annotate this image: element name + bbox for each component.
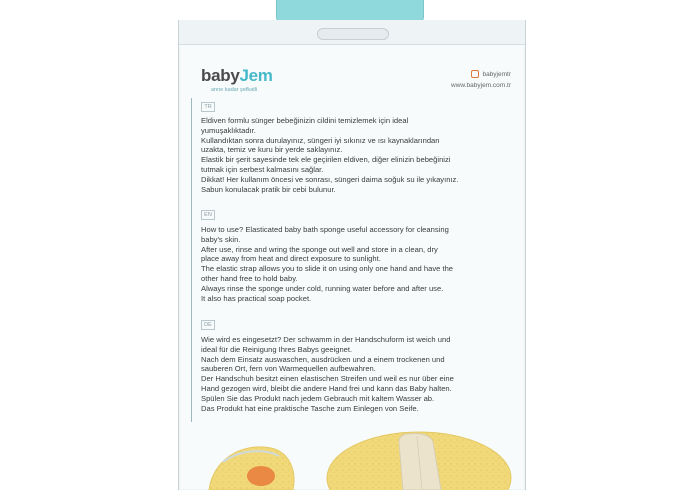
logo-text-part2: Jem bbox=[239, 66, 273, 85]
instagram-handle: babyjemtr bbox=[482, 70, 511, 78]
text-line: Nach dem Einsatz auswaschen, ausdrücken und a einem trockenen und bbox=[201, 354, 445, 364]
text-line: Sabun konulacak pratik bir cebi bulunur. bbox=[201, 184, 336, 194]
website-url: www.babyjem.com.tr bbox=[451, 82, 511, 89]
text-line: baby's skin. bbox=[201, 234, 241, 244]
text-line: Hand gezogen wird, bleibt die andere Hand frei und kann das Baby halten. bbox=[201, 383, 452, 393]
text-line: ideal für die Reinigung Ihres Babys geeignet. bbox=[201, 344, 353, 354]
text-line: Wie wird es eingesetzt? Der schwamm in der Handschuform ist weich und bbox=[201, 335, 451, 344]
text-line: Das Produkt hat eine praktische Tasche zum Einlegen von Seife. bbox=[201, 403, 419, 413]
text-line: Kullandıktan sonra durulayınız, süngeri iyi sıkınız ve ısı kaynaklarından bbox=[201, 135, 440, 145]
sponge-front-view bbox=[327, 432, 511, 490]
lang-tag-en: EN bbox=[201, 210, 215, 220]
text-line: Always rinse the sponge under cold, running water before and after use. bbox=[201, 283, 444, 293]
text-line: Elastik bir şerit sayesinde tek ele geçirilen eldiven, diğer elinizin bebeğinizi bbox=[201, 155, 451, 165]
product-package-back bbox=[178, 20, 526, 490]
instagram-icon bbox=[471, 70, 479, 78]
text-line: place away from heat and direct exposure to sunlight. bbox=[201, 254, 381, 264]
text-line: The elastic strap allows you to slide it on using only one hand and have the bbox=[201, 264, 454, 274]
text-line: Der Handschuh besitzt einen elastischen Streifen und weil es nur über eine bbox=[201, 374, 454, 384]
text-line: How to use? Elasticated baby bath sponge useful accessory for cleansing bbox=[201, 225, 449, 234]
text-line: sauberen Ort, fern von Warmequellen aufbewahren. bbox=[201, 364, 376, 374]
sponge-illustration bbox=[179, 420, 525, 490]
package-top-flap bbox=[179, 20, 525, 45]
text-line: Spülen Sie das Produkt nach jedem Gebrauch mit kaltem Wasser ab. bbox=[201, 393, 435, 403]
text-line: After use, rinse and wring the sponge out well and store in a clean, dry bbox=[201, 244, 438, 254]
lang-tag-tr: TR bbox=[201, 102, 215, 112]
brand-tagline: anne kadar şefkatli bbox=[211, 87, 258, 93]
lang-tag-de: DE bbox=[201, 320, 215, 330]
text-line: yumuşaklıktadır. bbox=[201, 125, 256, 135]
text-line: tutmak için serbest kalmasını sağlar. bbox=[201, 164, 324, 174]
text-line: uzakta, temiz ve kuru bir yerde saklayınız. bbox=[201, 145, 343, 155]
instructions-de bbox=[201, 335, 511, 413]
hanger-slot bbox=[317, 28, 389, 40]
text-line: Dikkat! Her kullanım öncesi ve sonrası, süngeri daima soğuk su ile yıkayınız. bbox=[201, 174, 459, 184]
logo-text-part1: baby bbox=[201, 66, 240, 85]
brand-logo bbox=[201, 66, 273, 93]
instructions-tr bbox=[201, 116, 511, 194]
brand-contacts bbox=[451, 70, 511, 93]
text-line: Eldiven formlu sünger bebeğinizin cildini temizlemek için ideal bbox=[201, 116, 409, 125]
instructions-en bbox=[201, 225, 511, 303]
text-line: other hand free to hold baby. bbox=[201, 273, 298, 283]
text-line: It also has practical soap pocket. bbox=[201, 293, 312, 303]
